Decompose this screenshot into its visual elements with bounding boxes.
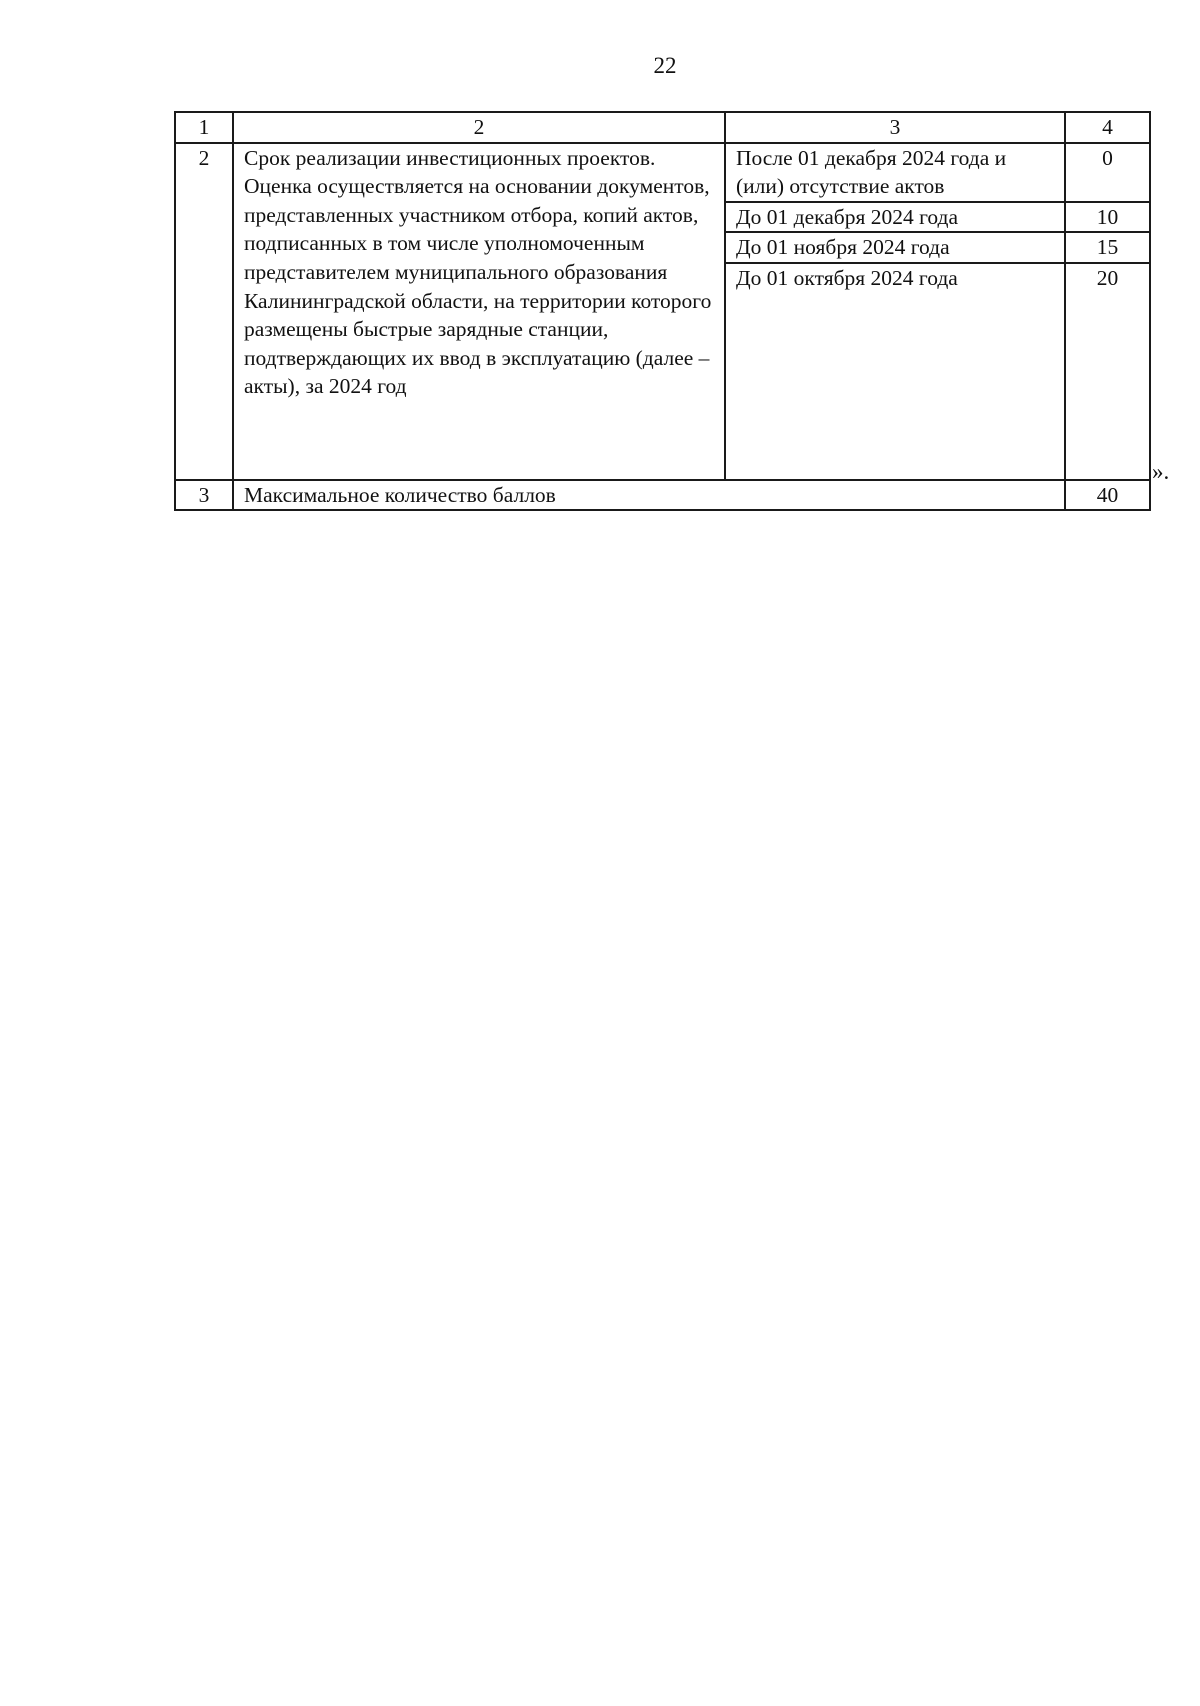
criterion-title: Срок реализации инвестиционных проектов. [244, 145, 656, 170]
option-score: 10 [1065, 202, 1150, 233]
table-header-row [175, 112, 1150, 143]
criterion-note: Оценка осуществляется на основании документов, представленных участником отбора, копий актов, подписанных в том числе уполномоченным представителем муниципального образования Калининградской области, на территории которого размещены быстрые зарядные станции, подтверждающих их ввод в эксплуатацию (далее – акты), за 2024 год [244, 174, 712, 399]
option-condition: До 01 ноября 2024 года [725, 232, 1065, 263]
option-condition: После 01 декабря 2024 года и (или) отсутствие актов [725, 143, 1065, 202]
option-score: 20 [1065, 263, 1150, 293]
total-label: Максимальное количество баллов [233, 480, 1065, 511]
option-condition: До 01 декабря 2024 года [725, 202, 1065, 233]
row-number: 3 [175, 480, 233, 511]
option-condition: До 01 октября 2024 года [725, 263, 1065, 293]
closing-quote: ». [1152, 459, 1170, 484]
table-row [175, 480, 1150, 511]
page-number: 22 [653, 53, 677, 78]
row-number: 2 [175, 143, 233, 480]
option-score: 0 [1065, 143, 1150, 202]
criteria-table [174, 111, 1151, 511]
option-score: 15 [1065, 232, 1150, 263]
option-condition-filler [725, 293, 1065, 480]
criterion-description [233, 143, 725, 480]
header-col-1: 1 [175, 112, 233, 143]
header-col-2: 2 [233, 112, 725, 143]
header-col-4: 4 [1065, 112, 1150, 143]
option-score-filler [1065, 293, 1150, 480]
table-row [175, 143, 1150, 202]
header-col-3: 3 [725, 112, 1065, 143]
total-score: 40 [1065, 480, 1150, 511]
